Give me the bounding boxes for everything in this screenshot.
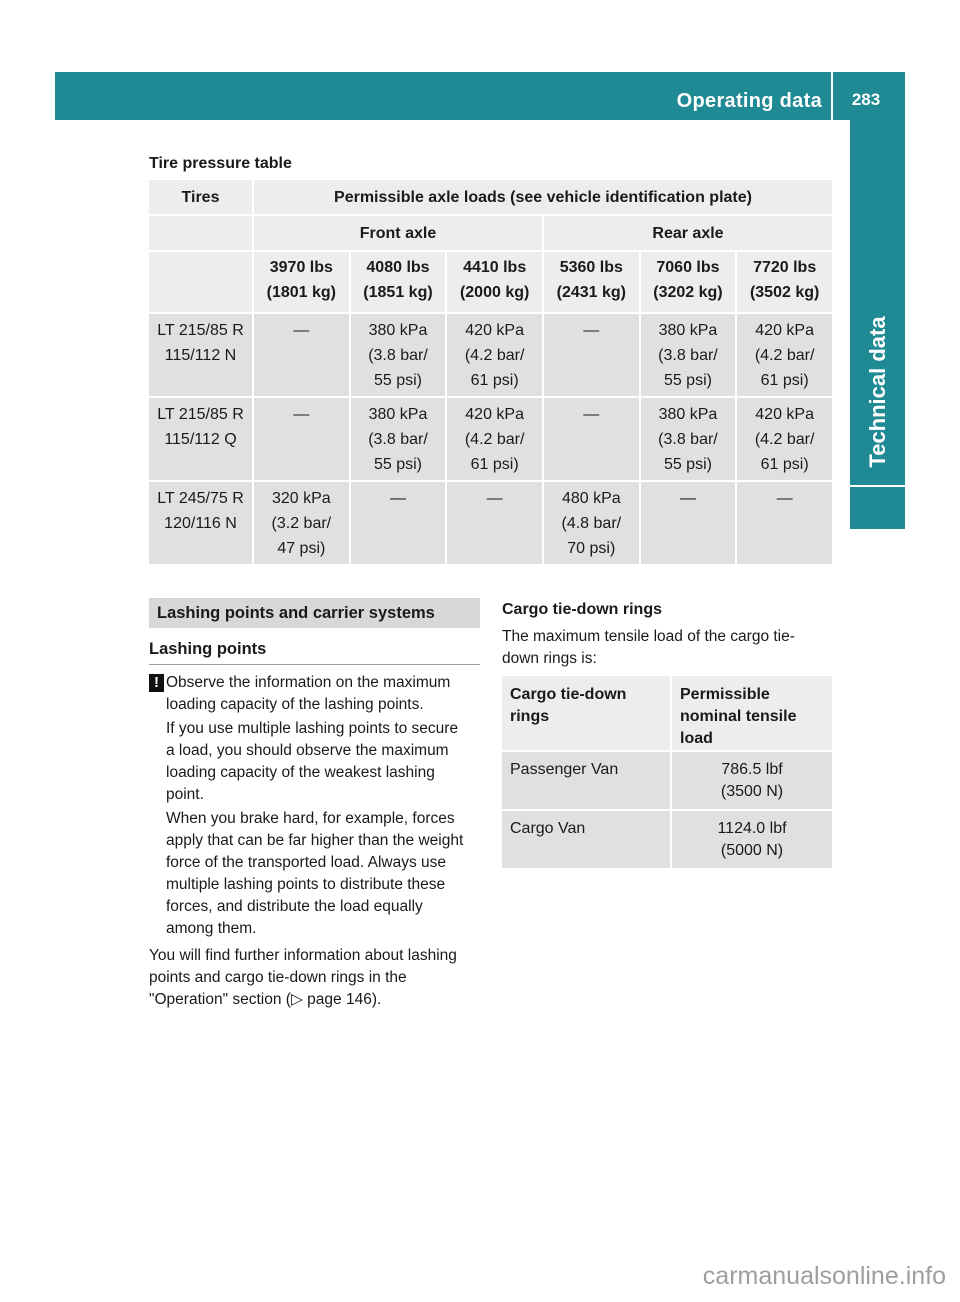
section-header-title: Operating data — [676, 90, 822, 112]
tire-size-cell: LT 245/75 R 120/116 N — [149, 482, 252, 564]
table-row — [149, 482, 832, 564]
load-cell: 786.5 lbf (3500 N) — [672, 752, 832, 809]
header-empty — [149, 252, 252, 312]
pressure-cell: 480 kPa (4.8 bar/ 70 psi) — [544, 482, 639, 564]
subtitle-divider — [149, 664, 480, 665]
pressure-cell: 420 kPa (4.2 bar/ 61 psi) — [447, 398, 542, 480]
pressure-cell: — — [641, 482, 736, 564]
page-reference-link[interactable]: "Operation" section (▷ page 146). — [149, 991, 382, 1008]
table-row — [149, 314, 832, 396]
pressure-cell: 380 kPa (3.8 bar/ 55 psi) — [351, 314, 446, 396]
tire-pressure-table — [147, 178, 834, 566]
tire-table-title: Tire pressure table — [149, 155, 292, 172]
pressure-cell: 380 kPa (3.8 bar/ 55 psi) — [641, 314, 736, 396]
lashing-subtitle: Lashing points — [149, 640, 267, 658]
pressure-cell: 380 kPa (3.8 bar/ 55 psi) — [641, 398, 736, 480]
note-paragraph: When you brake hard, for example, forces apply that can be far higher than the weight force of the transported load. Always use multiple lashing points to distribute these forces, and distribute the load equally among them. — [166, 810, 464, 937]
header-divider — [831, 72, 833, 120]
side-tab-label: Technical data — [865, 316, 890, 468]
warning-note — [149, 672, 484, 940]
header-cargo-rings: Cargo tie-down rings — [502, 676, 670, 750]
header-empty — [149, 216, 252, 250]
table-row — [149, 398, 832, 480]
tire-size-cell: LT 215/85 R 115/112 N — [149, 314, 252, 396]
pressure-cell: 420 kPa (4.2 bar/ 61 psi) — [447, 314, 542, 396]
pressure-cell: — — [737, 482, 832, 564]
header-rear-axle: Rear axle — [544, 216, 832, 250]
header-axle-loads: Permissible axle loads (see vehicle identification plate) — [254, 180, 832, 214]
header-tensile-load: Permissible nominal tensile load — [672, 676, 832, 750]
pressure-cell: — — [447, 482, 542, 564]
load-header: 3970 lbs (1801 kg) — [254, 252, 349, 312]
side-tab-marker — [850, 487, 905, 529]
pressure-cell: — — [544, 398, 639, 480]
header-tires: Tires — [149, 180, 252, 214]
reference-paragraph: You will find further information about lashing points and cargo tie-down rings in the "Operation" section (▷ page 146). — [149, 945, 484, 1011]
lashing-section-title: Lashing points and carrier systems — [157, 604, 435, 622]
load-header: 4410 lbs (2000 kg) — [447, 252, 542, 312]
pressure-cell: 320 kPa (3.2 bar/ 47 psi) — [254, 482, 349, 564]
pressure-cell: — — [254, 398, 349, 480]
pressure-cell: — — [254, 314, 349, 396]
load-header: 7720 lbs (3502 kg) — [737, 252, 832, 312]
header-front-axle: Front axle — [254, 216, 542, 250]
cargo-rings-table — [500, 674, 834, 870]
table-row — [502, 811, 832, 868]
note-paragraph: Observe the information on the maximum loading capacity of the lashing points. — [166, 674, 451, 713]
note-paragraph: If you use multiple lashing points to secure a load, you should observe the maximum loading capacity of the weakest lashing point. — [166, 720, 459, 803]
pressure-cell: 380 kPa (3.8 bar/ 55 psi) — [351, 398, 446, 480]
cargo-rings-title: Cargo tie-down rings — [502, 601, 662, 618]
load-header: 4080 lbs (1851 kg) — [351, 252, 446, 312]
vehicle-cell: Cargo Van — [502, 811, 670, 868]
page-number: 283 — [851, 90, 881, 109]
pressure-cell: — — [544, 314, 639, 396]
pressure-cell: — — [351, 482, 446, 564]
pressure-cell: 420 kPa (4.2 bar/ 61 psi) — [737, 398, 832, 480]
pressure-cell: 420 kPa (4.2 bar/ 61 psi) — [737, 314, 832, 396]
load-cell: 1124.0 lbf (5000 N) — [672, 811, 832, 868]
table-row — [502, 752, 832, 809]
vehicle-cell: Passenger Van — [502, 752, 670, 809]
cargo-rings-text: The maximum tensile load of the cargo tie- down rings is: — [502, 628, 795, 667]
tire-size-cell: LT 215/85 R 115/112 Q — [149, 398, 252, 480]
load-header: 7060 lbs (3202 kg) — [641, 252, 736, 312]
warning-icon: ! — [149, 674, 164, 692]
watermark: carmanualsonline.info — [702, 1262, 946, 1290]
load-header: 5360 lbs (2431 kg) — [544, 252, 639, 312]
